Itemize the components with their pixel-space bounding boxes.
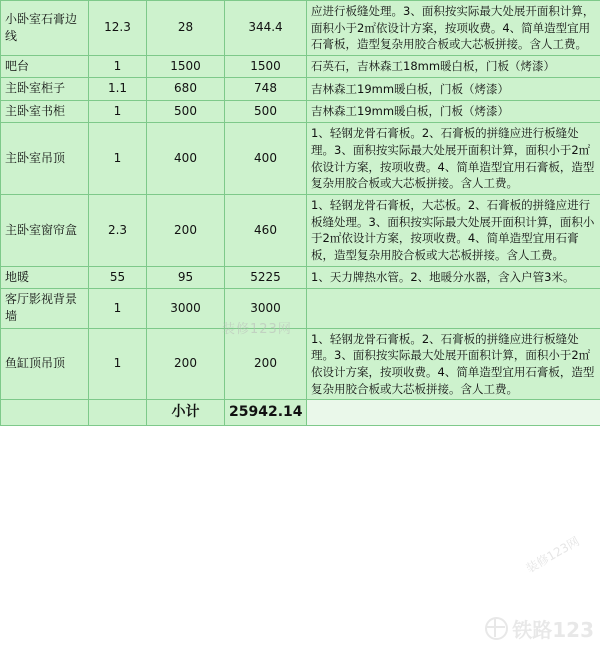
item-name: 客厅影视背景墙 — [1, 288, 89, 328]
item-total: 3000 — [225, 288, 307, 328]
item-qty: 2.3 — [89, 194, 147, 266]
table-row — [1, 1, 600, 56]
item-qty: 55 — [89, 266, 147, 288]
item-price: 680 — [147, 78, 225, 100]
item-remark: 1、轻钢龙骨石膏板。2、石膏板的拼缝应进行板缝处理。3、面积按实际最大处展开面积计算，面积小于2㎡依设计方案，按项收费。4、简单造型宜用石膏板，造型复杂用胶合板或大芯板拼接。含人工费。 — [307, 328, 600, 400]
summary-label: 小计 — [147, 400, 225, 425]
table-row — [1, 194, 600, 266]
item-remark: 1、天力牌热水管。2、地暖分水器，含入户管3米。 — [307, 266, 600, 288]
item-price: 500 — [147, 100, 225, 122]
table-row — [1, 78, 600, 100]
item-name: 主卧室窗帘盒 — [1, 194, 89, 266]
item-total: 1500 — [225, 56, 307, 78]
item-price: 95 — [147, 266, 225, 288]
summary-row — [1, 400, 600, 425]
item-remark: 吉林森工19mm暖白板，门板（烤漆） — [307, 78, 600, 100]
summary-blank-qty — [89, 400, 147, 425]
item-qty: 1 — [89, 123, 147, 195]
item-price: 200 — [147, 194, 225, 266]
table-row — [1, 266, 600, 288]
item-remark: 1、轻钢龙骨石膏板，大芯板。2、石膏板的拼缝应进行板缝处理。3、面积按实际最大处展开面积计算，面积小于2㎡依设计方案，按项收费。4、简单造型宜用石膏板，造型复杂用胶合板或大芯板拼接。含人工费。 — [307, 194, 600, 266]
watermark-bottom-right — [485, 614, 594, 643]
item-name: 吧台 — [1, 56, 89, 78]
item-name: 主卧室柜子 — [1, 78, 89, 100]
summary-amount: 25942.14 — [225, 400, 307, 425]
item-total: 200 — [225, 328, 307, 400]
item-total: 400 — [225, 123, 307, 195]
table-row — [1, 100, 600, 122]
watermark-bottom-right-label: 铁路123 — [512, 618, 594, 642]
item-qty: 1.1 — [89, 78, 147, 100]
item-qty: 1 — [89, 100, 147, 122]
item-name: 鱼缸顶吊顶 — [1, 328, 89, 400]
table-row — [1, 288, 600, 328]
item-remark: 石英石，吉林森工18mm暖白板，门板（烤漆） — [307, 56, 600, 78]
item-price: 400 — [147, 123, 225, 195]
item-name: 地暖 — [1, 266, 89, 288]
item-remark: 1、轻钢龙骨石膏板。2、石膏板的拼缝应进行板缝处理。3、面积按实际最大处展开面积计算，面积小于2㎡依设计方案，按项收费。4、简单造型宜用石膏板，造型复杂用胶合板或大芯板拼接。含人工费。 — [307, 123, 600, 195]
item-qty: 1 — [89, 328, 147, 400]
item-price: 1500 — [147, 56, 225, 78]
item-remark: 吉林森工19mm暖白板，门板（烤漆） — [307, 100, 600, 122]
item-name: 主卧室书柜 — [1, 100, 89, 122]
item-remark — [307, 288, 600, 328]
item-price: 3000 — [147, 288, 225, 328]
item-qty: 12.3 — [89, 1, 147, 56]
watermark-right: 装修123网 — [523, 534, 582, 576]
item-name: 主卧室吊顶 — [1, 123, 89, 195]
summary-blank-name — [1, 400, 89, 425]
summary-blank-remark — [307, 400, 600, 425]
table-row — [1, 123, 600, 195]
item-total: 5225 — [225, 266, 307, 288]
item-qty: 1 — [89, 288, 147, 328]
item-total: 344.4 — [225, 1, 307, 56]
item-price: 28 — [147, 1, 225, 56]
watermark-center: 装修123网 — [222, 322, 292, 337]
item-price: 200 — [147, 328, 225, 400]
item-total: 500 — [225, 100, 307, 122]
item-remark: 应进行板缝处理。3、面积按实际最大处展开面积计算，面积小于2㎡依设计方案，按项收费。4、简单造型宜用石膏板，造型复杂用胶合板或大芯板拼接。含人工费。 — [307, 1, 600, 56]
globe-icon — [485, 617, 508, 640]
table-row — [1, 56, 600, 78]
item-total: 748 — [225, 78, 307, 100]
item-name: 小卧室石膏边线 — [1, 1, 89, 56]
item-qty: 1 — [89, 56, 147, 78]
table-row — [1, 328, 600, 400]
item-total: 460 — [225, 194, 307, 266]
